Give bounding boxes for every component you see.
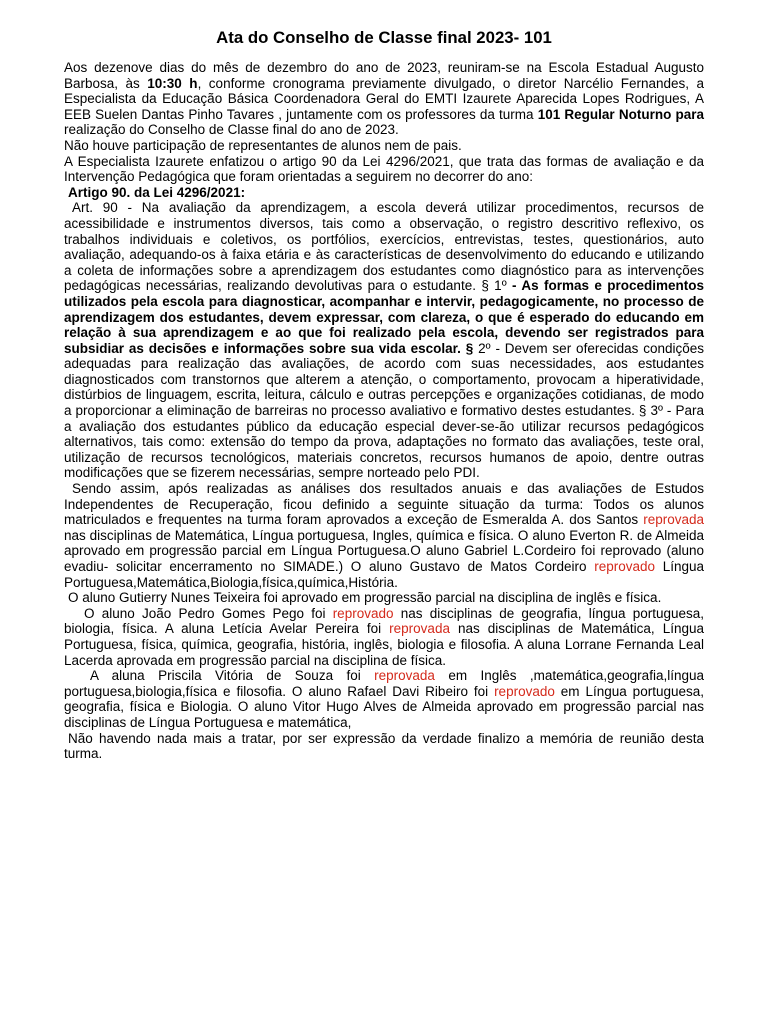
opening-text-2: , conforme cronograma previamente divulgado, o diretor Narcélio Fernandes, a Especialista da Educação Básica Coordenadora Geral do EMTI Izaurete Aparecida Lopes Rodrigues, A EEB Suelen Dantas Pinho Tavares , juntamente com os professores da turma [64, 75, 704, 122]
gutierry-paragraph: O aluno Gutierry Nunes Teixeira foi aprovado em progressão parcial na disciplina de inglês e física. [68, 590, 662, 606]
priscila-text-1: A aluna Priscila Vitória de Souza foi [90, 668, 375, 684]
joao-text-1: O aluno João Pedro Gomes Pego foi [84, 605, 333, 621]
article-intro-paragraph: A Especialista Izaurete enfatizou o artigo 90 da Lei 4296/2021, que trata das formas de avaliação e da Intervenção Pedagógica que foram orientadas a seguirem no decorrer do ano: [64, 153, 704, 185]
opening-text-1: Aos dezenove dias do mês de dezembro do ano de 2023, reuniram-se na Escola Estadual Augusto Barbosa, às [64, 60, 704, 91]
status-reprovada: reprovada [374, 668, 435, 684]
joao-pedro-paragraph [64, 606, 704, 668]
status-reprovado: reprovado [332, 605, 394, 621]
no-representatives-paragraph: Não houve participação de representantes de alunos nem de pais. [64, 137, 462, 153]
meeting-time: 10:30 h [147, 75, 198, 91]
opening-text-3: realização do Conselho de Classe final do ano de 2023. [64, 122, 399, 138]
status-reprovada: reprovada [643, 512, 704, 528]
results-text-1: Sendo assim, após realizadas as análises dos resultados anuais e das avaliações de Estudos Independentes de Recuperação, ficou definido a seguinte situação da turma: Todos os alunos matriculados e frequentes na turma foram aprovados a exceção de Esmeralda A. dos Santos [64, 481, 704, 528]
article-heading [64, 185, 704, 201]
priscila-paragraph [64, 668, 704, 730]
closing-paragraph: Não havendo nada mais a tratar, por ser expressão da verdade finalizo a memória de reunião desta turma. [64, 730, 704, 762]
results-text-3: Língua Portuguesa,Matemática,Biologia,física,química,História. [64, 559, 704, 590]
article-text-1: Art. 90 - Na avaliação da aprendizagem, a escola deverá utilizar procedimentos, recursos de acessibilidade e instrumentos diversos, tais como a observação, o registro descritivo reflexivo, os trabalhos individuais e coletivos, os portfólios, exercícios, entrevistas, testes, questionários, auto avaliação, adequando-os à faixa etária e às características de desenvolvimento do educando e utilizando a coleta de informações sobre a aprendizagem dos estudantes como diagnóstico para as intervenções pedagógicas necessárias, realizando devolutivas para o estudante. § 1º [64, 200, 704, 294]
joao-text-3: nas disciplinas de Matemática, Língua Portuguesa, física, química, geografia, história, inglês, biologia e filosofia. A aluna Lorrane Fernanda Leal Lacerda aprovada em progressão parcial na disciplina de física. [64, 621, 704, 668]
results-text-2: nas disciplinas de Matemática, Língua portuguesa, Ingles, química e física. O aluno Everton R. de Almeida aprovado em progressão parcial em Língua Portuguesa.O aluno Gabriel L.Cordeiro foi reprovado (aluno evadiu- solicitar encerramento no SIMADE.) O aluno Gustavo de Matos Cordeiro [64, 527, 704, 574]
results-paragraph [64, 481, 704, 590]
article-heading-text: Artigo 90. da Lei 4296/2021: [68, 184, 246, 200]
status-reprovado: reprovado [494, 683, 555, 699]
article-text-paragraph [64, 200, 704, 481]
article-text-2: 2º - Devem ser oferecidas condições adequadas para realização das avaliações, de acordo com suas necessidades, aos estudantes diagnosticados com transtornos que alterem a atenção, o comportamento, provocam a hiperatividade, distúrbios de linguagem, escrita, leitura, cálculo e outras percepções e organizações cotidianas, de modo a proporcionar a eliminação de barreiras no processo avaliativo e formativo destes estudantes. § 3º - Para a avaliação dos estudantes público da educação especial dever-se-ão utilizar recursos pedagógicos alternativos, tais como: extensão do tempo da prova, adaptações no formato das avaliações, teste oral, utilização de recursos tecnológicos, materiais concretos, recursos humanos de apoio, dentre outras modificações que se fizerem necessárias, sempre norteado pelo PDI. [64, 340, 705, 481]
opening-paragraph [64, 60, 704, 138]
priscila-text-2: em Inglês ,matemática,geografia,língua portuguesa,biologia,física e filosofia. O aluno Rafael Davi Ribeiro foi [64, 668, 704, 699]
document-page [64, 28, 704, 762]
joao-text-2: nas disciplinas de geografia, língua portuguesa, biologia, física. A aluna Letícia Avelar Pereira foi [64, 605, 705, 637]
class-name: 101 Regular Noturno para [537, 106, 704, 122]
document-title: Ata do Conselho de Classe final 2023- 101 [216, 28, 552, 47]
article-bold-text: - As formas e procedimentos utilizados pela escola para diagnosticar, acompanhar e intervir, pedagogicamente, no processo de aprendizagem dos estudantes, devem expressar, com clareza, o que é esperado do educando em relação à sua aprendizagem e ao que foi realizado pela escola, devendo ser registrados para subsidiar as decisões e informações sobre sua vida escolar. § [64, 278, 705, 356]
priscila-text-3: em Língua portuguesa, geografia, física e Biologia. O aluno Vitor Hugo Alves de Almeida aprovado em progressão parcial nas disciplinas de Língua Portuguesa e matemática, [64, 683, 704, 730]
status-reprovado: reprovado [594, 559, 656, 574]
status-reprovada: reprovada [389, 621, 450, 637]
